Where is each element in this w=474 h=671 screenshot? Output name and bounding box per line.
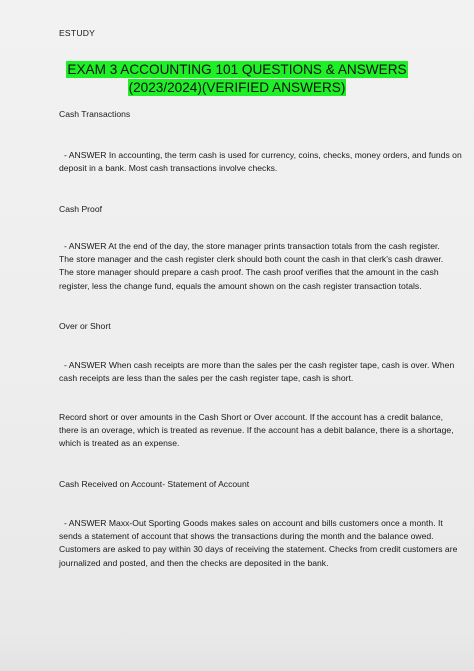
answer-line: - ANSWER At the end of the day, the store manager prints transaction totals from the cash register.: [64, 241, 440, 251]
answer-line: - ANSWER Maxx-Out Sporting Goods makes sales on account and bills customers once a month. It: [64, 518, 443, 528]
answer-line: sends a statement of account that shows the transactions during the month and the balance owed.: [59, 531, 434, 542]
title-line-1: EXAM 3 ACCOUNTING 101 QUESTIONS & ANSWERS: [67, 62, 407, 77]
answer-block: [59, 359, 455, 385]
answer-line: Customers are asked to pay within 30 days of receiving the statement. Checks from credit customers are: [59, 544, 458, 555]
document-title: [0, 61, 474, 97]
answer-line: The store manager and the cash register clerk should both count the cash in that clerk's cash drawer.: [59, 254, 444, 265]
answer-line: register, less the change fund, equals the amount shown on the cash register transaction totals.: [59, 280, 422, 291]
answer-line: Record short or over amounts in the Cash Short or Over account. If the account has a credit balance,: [59, 412, 444, 422]
question-heading: Cash Proof: [59, 204, 102, 214]
answer-line: there is an overage, which is treated as revenue. If the account has a debit balance, there is a shortage,: [59, 425, 454, 436]
answer-line: The store manager should prepare a cash proof. The cash proof verifies that the amount in the cash: [59, 267, 439, 278]
answer-block: [59, 240, 444, 293]
answer-line: deposit in a bank. Most cash transactions involve checks.: [59, 163, 278, 174]
question-heading: Cash Received on Account- Statement of Account: [59, 479, 250, 489]
answer-line: which is treated as an expense.: [59, 438, 180, 449]
answer-line: journalized and posted, and then the checks are deposited in the bank.: [59, 557, 329, 568]
answer-line: - ANSWER When cash receipts are more than the sales per the cash register tape, cash is over. When: [64, 360, 455, 370]
answer-line: cash receipts are less than the sales per the cash register tape, cash is short.: [59, 373, 354, 384]
question-heading: Over or Short: [59, 321, 111, 331]
answer-block: [59, 411, 454, 451]
answer-line: - ANSWER In accounting, the term cash is used for currency, coins, checks, money orders, and funds on: [64, 150, 462, 160]
title-line-2: (2023/2024)(VERIFIED ANSWERS): [128, 80, 346, 95]
question-heading: Cash Transactions: [59, 109, 131, 119]
answer-block: [59, 517, 458, 570]
answer-block: [59, 149, 462, 175]
brand-label: ESTUDY: [59, 28, 96, 38]
